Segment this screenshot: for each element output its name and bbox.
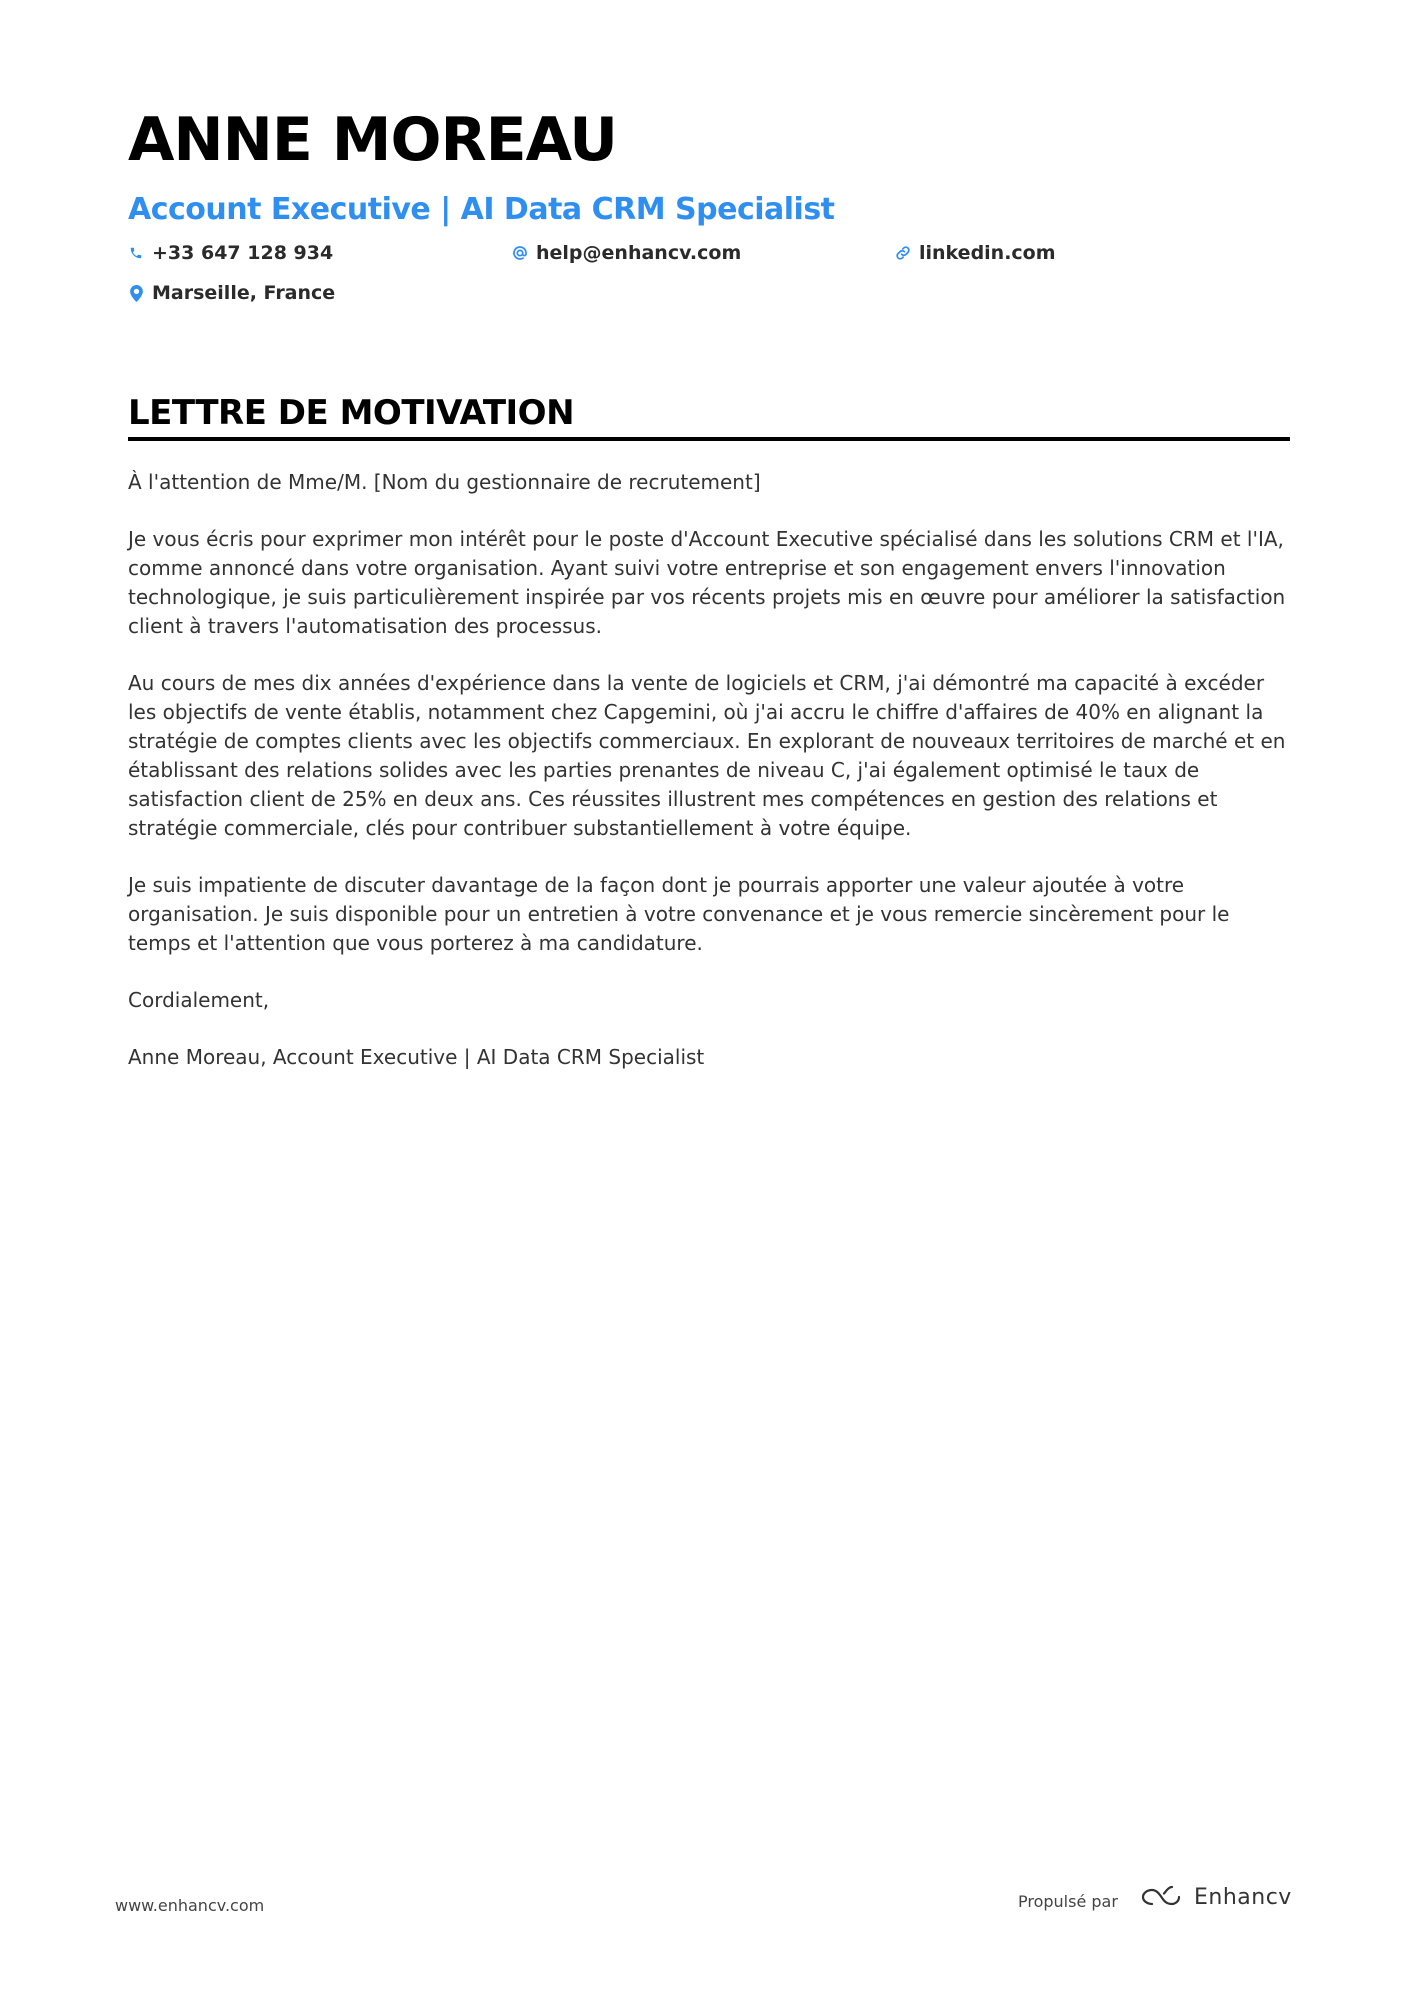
map-pin-icon [128,284,144,302]
letter-paragraph-3: Je suis impatiente de discuter davantage de la façon dont je pourrais apporter une valeur ajoutée à votre organisation. Je suis disponible pour un entretien à votre convenance et je vous remercie sincèrement pour le temps et l'attention que vous porterez à ma candidature. [128,873,1230,955]
enhancv-logo[interactable] [1138,1884,1292,1910]
enhancv-brand-text: Enhancv [1194,1884,1292,1910]
phone-text: +33 647 128 934 [152,242,334,264]
link-icon [895,244,911,262]
letter-paragraph-2: Au cours de mes dix années d'expérience dans la vente de logiciels et CRM, j'ai démontré ma capacité à excéder les objectifs de vente établis, notamment chez Capgemini, où j'ai accru le chiffre d'affaires de 40% en alignant la stratégie de comptes clients avec les objectifs commerciaux. En explorant de nouveaux territoires de marché et en établissant des relations solides avec les parties prenantes de niveau C, j'ai également optimisé le taux de satisfaction client de 25% en deux ans. Ces réussites illustrent mes compétences en gestion des relations et stratégie commerciale, clés pour contribuer substantiellement à votre équipe. [128,671,1286,840]
applicant-name: ANNE MOREAU [128,105,617,175]
enhancv-logo-icon [1138,1884,1184,1910]
letter-signature: Anne Moreau, Account Executive | AI Data CRM Specialist [128,1045,705,1069]
at-icon [512,244,528,262]
link-text[interactable]: linkedin.com [919,242,1056,264]
contact-phone [128,242,333,264]
footer-powered-by: Propulsé par [1018,1892,1118,1911]
letter-paragraph-1: Je vous écris pour exprimer mon intérêt pour le poste d'Account Executive spécialisé dans les solutions CRM et l'IA, comme annoncé dans votre organisation. Ayant suivi votre entreprise et son engagement envers l'innovation technologique, je suis particulièrement inspirée par vos récents projets mis en œuvre pour améliorer la satisfaction client à travers l'automatisation des processus. [128,527,1286,638]
letter-closing: Cordialement, [128,988,270,1012]
applicant-headline: Account Executive | AI Data CRM Specialist [128,192,835,227]
contact-link[interactable] [895,242,1056,264]
section-title: LETTRE DE MOTIVATION [128,393,575,433]
footer-url[interactable]: www.enhancv.com [115,1896,265,1915]
section-divider [128,437,1290,441]
phone-icon [128,244,144,262]
letter-body [128,468,1290,1100]
contact-location [128,282,335,304]
email-text[interactable]: help@enhancv.com [536,242,742,264]
letter-salutation: À l'attention de Mme/M. [Nom du gestionnaire de recrutement] [128,470,761,494]
contact-email[interactable] [512,242,741,264]
location-text: Marseille, France [152,282,336,304]
